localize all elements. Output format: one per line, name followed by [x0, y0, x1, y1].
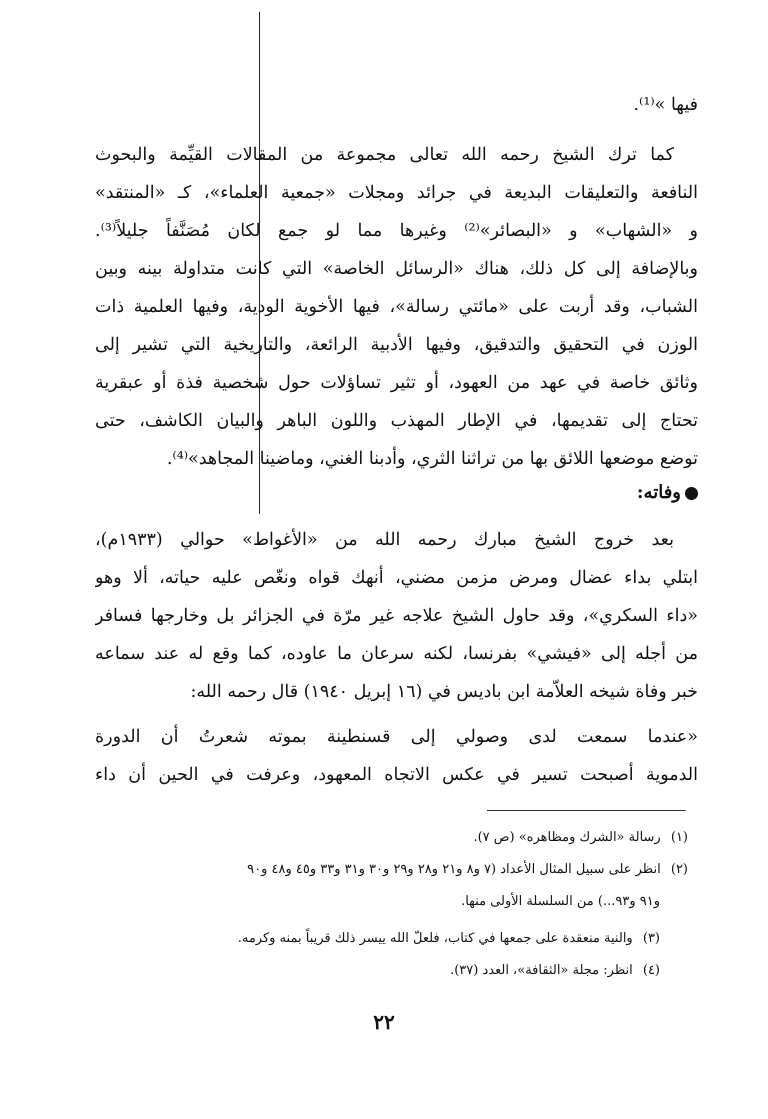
text-line: الدموية أصبحت تسير في عكس الاتجاه المعهود، وعرفت في الحين أن داء	[95, 765, 698, 785]
section-heading	[637, 474, 698, 512]
text-line: و «الشهاب» و «البصائر»⁽²⁾ وغيرها مما لو جمع لكان مُصَنَّفاً جليلاً⁽³⁾.	[95, 221, 698, 241]
page-number: ٢٢	[373, 1010, 395, 1034]
text-line: كما ترك الشيخ رحمه الله تعالى مجموعة من المقالات القيِّمة والبحوث	[95, 145, 674, 165]
footnote-number: (٤)	[642, 963, 660, 978]
paragraph-legacy	[95, 136, 698, 478]
text-line: الوزن في التحقيق والتدقيق، وفيها الأدبية الرائعة، والتاريخية التي تشير إلى	[95, 335, 698, 355]
footnote-number: (٣)	[642, 931, 660, 946]
text-line: الشباب، وقد أربت على «مائتي رسالة»، فيها الأخوية الودية، وفيها العلمية ذات	[95, 297, 698, 317]
paragraph-quote	[95, 718, 698, 794]
text-line: وبالإضافة إلى كل ذلك، هناك «الرسائل الخاصة» التي كانت متداولة بينه وبين	[95, 259, 698, 279]
footnote	[473, 830, 688, 845]
section-heading-text: وفاته:	[636, 482, 681, 503]
footnote-text: انظر: مجلة «الثقافة»، العدد (٣٧).	[450, 963, 633, 978]
footnote-text: و٩١ و٩٣...) من السلسلة الأولى منها.	[461, 894, 660, 909]
paragraph-death	[95, 521, 698, 711]
footnote	[247, 862, 688, 877]
text-line: خبر وفاة شيخه العلاّمة ابن باديس في (١٦ إبريل ١٩٤٠) قال رحمه الله:	[190, 682, 698, 702]
text-line: «عندما سمعت لدى وصولي إلى قسنطينة بموته شعرتُ أن الدورة	[95, 727, 698, 747]
footnote-text: انظر على سبيل المثال الأعداد (٧ و٨ و٢١ و٢٨ و٢٩ و٣٠ و٣١ و٣٣ و٤٥ و٤٨ و٩٠	[247, 862, 661, 877]
footnote-continuation	[461, 894, 660, 909]
footnote-separator	[487, 810, 686, 811]
text-line: توضع موضعها اللائق بها من تراثنا الثري، وأدبنا الغني، وماضينا المجاهد»⁽⁴⁾.	[166, 449, 698, 469]
text-line: ابتلي بداء عضال ومرض مزمن مضني، أنهك قواه ونغّص عليه حياته، ألا وهو	[95, 568, 698, 588]
footnote	[450, 963, 660, 978]
text-line: النافعة والتعليقات البديعة في جرائد ومجلات «جمعية العلماء»، كـ «المنتقد»	[95, 183, 698, 203]
footnote-number: (٢)	[670, 862, 688, 877]
text-line: وثائق خاصة في عهد من العهود، أو تثير تساؤلات حول شخصية فذة أو عبقرية	[95, 373, 698, 393]
footnote-text: والنية منعقدة على جمعها في كتاب، فلعلّ الله ييسر ذلك قريباً بمنه وكرمه.	[237, 931, 633, 946]
footnote-text: رسالة «الشرك ومظاهره» (ص ٧).	[473, 830, 661, 845]
footnote	[238, 931, 660, 946]
bullet-dot-icon	[685, 487, 698, 500]
text-line: فيها »⁽¹⁾.	[633, 95, 698, 115]
text-line: «داء السكري»، وقد حاول الشيخ علاجه غير مرّة في الجزائر بل وخارجها فسافر	[95, 606, 698, 626]
footnote-number: (١)	[670, 830, 688, 845]
text-line: من أجله إلى «فيشي» بفرنسا، لكنه سرعان ما عاوده، كما وقع له عند سماعه	[95, 644, 698, 664]
text-line: بعد خروج الشيخ مبارك رحمه الله من «الأغواط» حوالي (١٩٣٣م)،	[95, 530, 674, 550]
text-line: تحتاج إلى تقديمها، في الإطار المهذب واللون الباهر والبيان الكاشف، حتى	[95, 411, 698, 431]
paragraph-intro	[95, 86, 698, 124]
